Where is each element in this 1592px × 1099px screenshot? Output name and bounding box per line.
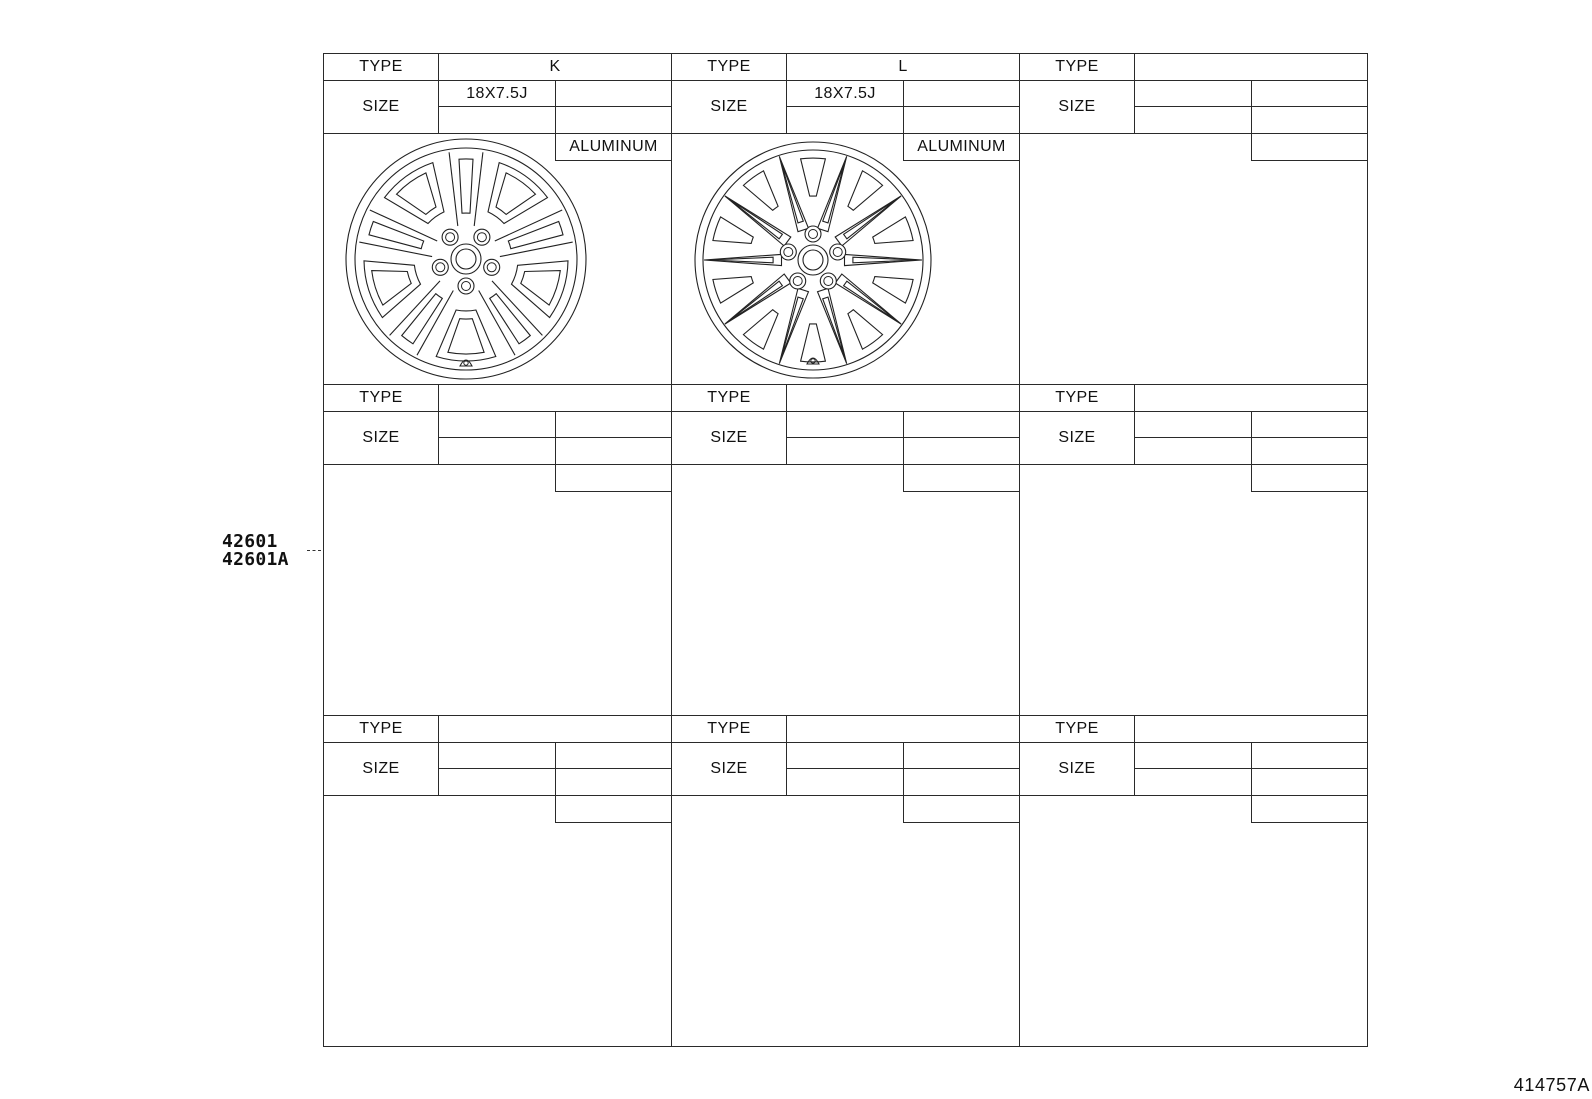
wheel-spec-cell [1020,385,1368,716]
lug-nut-inner [824,277,833,286]
lug-nut-inner [446,233,455,242]
spoke-edge [479,291,515,356]
wheel-spec-cell [324,716,672,1047]
spoke-edge [500,242,573,257]
center-hub [451,244,481,274]
spoke-opening [743,310,778,350]
size-value [556,107,671,134]
size-label: SIZE [324,412,439,465]
type-value [1135,385,1367,412]
type-value: L [787,54,1019,81]
star-spoke-ridge [853,257,917,263]
size-value [556,81,671,107]
type-label: TYPE [672,385,787,412]
size-value [439,107,556,134]
material-label [555,796,671,823]
star-spoke-ridge [729,199,783,239]
spoke-opening [801,158,826,196]
lug-nut-inner [784,248,793,257]
lug-nut [474,229,490,245]
spoke-opening-inner [521,271,561,306]
illustration-number: 414757A [1513,1075,1590,1095]
size-value [556,743,671,769]
part-number-42601[interactable]: 42601 [222,531,278,552]
material-label: ALUMINUM [555,134,671,161]
spoke-opening [743,171,778,211]
size-label: SIZE [324,81,439,134]
spoke-opening [713,277,753,304]
size-value [904,438,1019,465]
size-value [1252,107,1367,134]
type-label: TYPE [1020,54,1135,81]
size-value [439,743,556,769]
valve-stem-cap [811,359,815,363]
spoke-opening [848,310,883,350]
spoke-slot [508,222,563,249]
star-spoke [818,156,847,231]
size-value [1252,81,1367,107]
type-value [787,716,1019,743]
spoke-edge [370,210,437,241]
wheel-outer-rim [346,139,586,379]
spoke-opening [801,324,826,362]
star-spoke-ridge [823,161,845,223]
part-number-callout[interactable] [222,533,289,569]
type-label: TYPE [324,716,439,743]
size-label: SIZE [672,743,787,796]
wheel-l-icon [695,142,931,378]
lug-nut-inner [477,233,486,242]
type-label: TYPE [1020,385,1135,412]
size-value [1135,743,1252,769]
spoke-slot [369,222,424,249]
size-value [904,107,1019,134]
lug-nut-inner [793,277,802,286]
lug-nut [805,226,821,242]
size-value [556,769,671,796]
material-label [1251,465,1367,492]
lug-nut [432,259,448,275]
spoke-edge [390,281,440,336]
spoke-opening-inner [372,271,412,306]
spoke-edge [495,210,562,241]
size-value [904,412,1019,438]
size-value [904,743,1019,769]
size-value [787,743,904,769]
valve-stem [460,360,472,366]
star-spoke-ridge [844,281,898,321]
center-hub-inner [456,249,476,269]
wheel-rim-lip [703,150,923,370]
size-value [439,769,556,796]
wheel-spec-grid [323,53,1368,1047]
size-value [1252,438,1367,465]
size-value [787,107,904,134]
spoke-opening [848,171,883,211]
type-value [439,385,671,412]
size-value [904,81,1019,107]
spoke-opening-inner [496,173,536,215]
lug-nut-inner [462,282,471,291]
spoke-edge [359,242,432,257]
size-value: 18X7.5J [787,81,904,107]
size-label: SIZE [672,412,787,465]
type-value: K [439,54,671,81]
spoke-edge [474,152,483,226]
spoke-slot [402,294,443,344]
size-value: 18X7.5J [439,81,556,107]
star-spoke [704,254,782,265]
type-value [1135,54,1367,81]
spoke-opening [436,310,496,361]
type-label: TYPE [324,54,439,81]
star-spoke-ridge [781,297,803,359]
spoke-opening [873,277,913,304]
star-spoke [725,274,791,324]
type-label: TYPE [1020,716,1135,743]
lug-nut-inner [833,248,842,257]
spoke-edge [417,291,453,356]
wheel-spec-cell [324,54,672,385]
lug-nut [790,273,806,289]
wheel-spec-cell [1020,716,1368,1047]
type-value [439,716,671,743]
wheel-spec-cell [672,385,1020,716]
spoke-opening [385,163,445,224]
size-label: SIZE [1020,81,1135,134]
spoke-opening [713,217,753,244]
lug-nut [484,259,500,275]
size-value [1252,412,1367,438]
size-value [1135,81,1252,107]
size-value [787,412,904,438]
size-label: SIZE [1020,743,1135,796]
lug-nut-inner [436,263,445,272]
star-spoke-ridge [729,281,783,321]
spoke-opening [364,261,421,318]
size-value [1135,107,1252,134]
size-value [904,769,1019,796]
size-label: SIZE [672,81,787,134]
star-spoke-ridge [844,199,898,239]
spoke-opening-inner [397,173,437,215]
star-spoke-ridge [823,297,845,359]
type-label: TYPE [672,54,787,81]
wheel-k-icon [346,139,586,379]
size-value [556,412,671,438]
size-value [1252,743,1367,769]
lug-nut [780,244,796,260]
spoke-opening-inner [448,319,484,354]
wheel-spec-cell [672,716,1020,1047]
part-number-42601a[interactable]: 42601A [222,549,289,570]
lug-nut [458,278,474,294]
star-spoke-ridge [709,257,773,263]
spoke-opening [488,163,548,224]
center-hub-inner [803,250,823,270]
material-label: ALUMINUM [903,134,1019,161]
size-value [1135,438,1252,465]
wheel-spec-cell [1020,54,1368,385]
star-spoke [779,156,808,231]
star-spoke [845,254,923,265]
star-spoke-ridge [781,161,803,223]
spoke-slot [490,294,531,344]
lug-nut [820,273,836,289]
lug-nut-inner [487,263,496,272]
lug-nut [830,244,846,260]
size-value [1135,769,1252,796]
valve-stem [807,358,819,364]
star-spoke [779,288,808,363]
material-label [903,465,1019,492]
wheel-spec-cell [324,385,672,716]
size-value [439,438,556,465]
material-label [1251,134,1367,161]
size-value [1252,769,1367,796]
valve-stem-cap [464,361,468,365]
star-spoke [818,288,847,363]
spoke-opening [873,217,913,244]
size-value [787,769,904,796]
size-label: SIZE [1020,412,1135,465]
size-value [1135,412,1252,438]
type-label: TYPE [324,385,439,412]
wheel-rim-lip [355,148,577,370]
lug-nut [442,229,458,245]
material-label [1251,796,1367,823]
lug-nut-inner [809,230,818,239]
type-label: TYPE [672,716,787,743]
spoke-slot [459,159,473,213]
spoke-opening [512,261,569,318]
center-hub [798,245,828,275]
star-spoke [725,196,791,246]
size-value [439,412,556,438]
type-value [787,385,1019,412]
star-spoke [835,196,901,246]
size-label: SIZE [324,743,439,796]
wheel-outer-rim [695,142,931,378]
size-value [556,438,671,465]
wheel-spec-cell [672,54,1020,385]
star-spoke [835,274,901,324]
spoke-edge [449,152,458,226]
material-label [903,796,1019,823]
spoke-edge [492,281,542,336]
callout-leader-line [307,550,321,551]
material-label [555,465,671,492]
type-value [1135,716,1367,743]
size-value [787,438,904,465]
